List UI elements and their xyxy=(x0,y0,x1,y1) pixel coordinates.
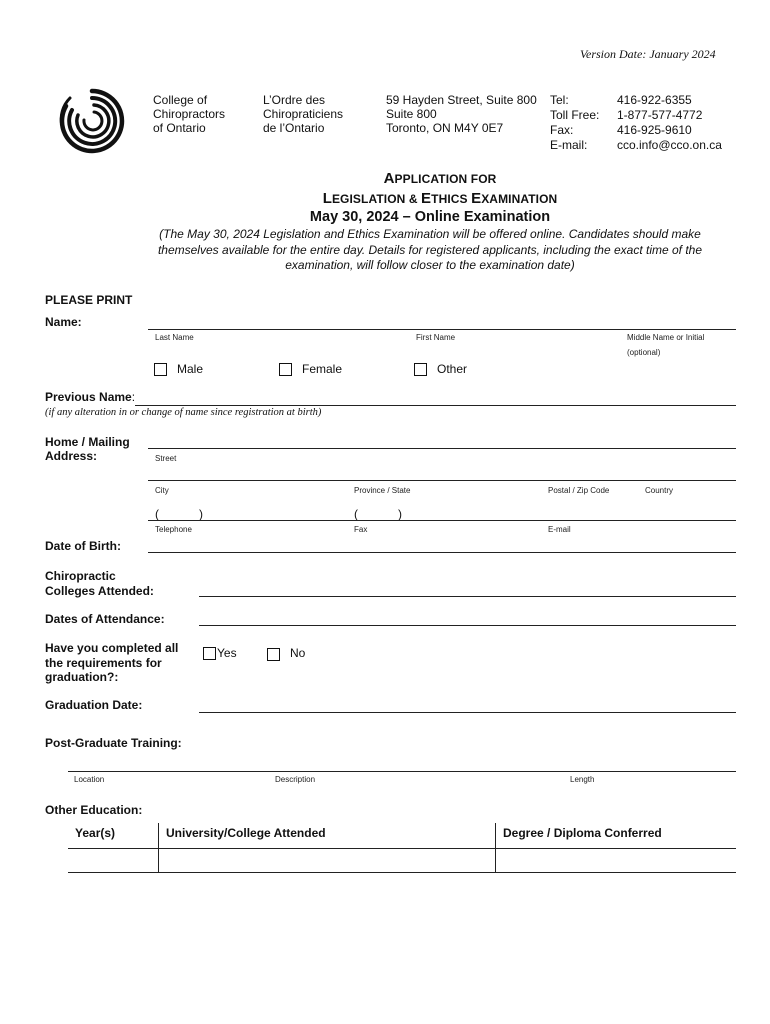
org-english-line: College of xyxy=(153,93,208,107)
requirements-line: the requirements for xyxy=(45,655,162,670)
address-line-1-field[interactable] xyxy=(148,448,736,449)
no-label: No xyxy=(290,646,306,660)
contact-tollfree: 1-877-577-4772 xyxy=(617,108,703,122)
contact-label: E-mail: xyxy=(550,138,588,152)
other-checkbox[interactable] xyxy=(414,363,427,376)
colleges-field[interactable] xyxy=(199,596,736,597)
tel-paren-close: ) xyxy=(199,507,203,521)
requirements-line: Have you completed all xyxy=(45,641,179,655)
tel-paren-open: ( xyxy=(155,507,159,521)
male-checkbox[interactable] xyxy=(154,363,167,376)
org-french-line: Chiropraticiens xyxy=(263,107,344,121)
table-row-line xyxy=(68,848,736,849)
contact-label: Fax: xyxy=(550,123,574,137)
graduation-field[interactable] xyxy=(199,712,736,713)
table-header-university: University/College Attended xyxy=(166,826,326,840)
name-field-line[interactable] xyxy=(148,329,736,330)
postal-caption: Postal / Zip Code xyxy=(548,486,610,495)
previous-name-note: (if any alteration in or change of name since registration at birth) xyxy=(45,407,322,418)
other-label: Other xyxy=(437,362,468,376)
org-english-line: Chiropractors xyxy=(153,107,226,121)
cco-logo xyxy=(56,86,128,156)
fax-paren-open: ( xyxy=(354,507,358,521)
female-checkbox[interactable] xyxy=(279,363,292,376)
middle-name-caption: Middle Name or Initial xyxy=(627,333,705,342)
title-rest: EGISLATION & xyxy=(331,192,422,206)
title-cap: E xyxy=(421,190,432,207)
graduation-label: Graduation Date: xyxy=(45,698,143,712)
dob-label: Date of Birth: xyxy=(45,539,121,553)
notice-line: themselves available for the entire day. Details for registered applicants, including the exact time of the xyxy=(157,242,703,257)
exam-notice xyxy=(90,227,770,274)
address-label-line: Address: xyxy=(45,449,98,463)
title-line-2 xyxy=(0,190,770,208)
org-address xyxy=(386,93,537,135)
address-label xyxy=(45,435,130,463)
requirements-line: graduation?: xyxy=(45,670,119,684)
please-print: PLEASE PRINT xyxy=(45,293,133,307)
name-label: Name: xyxy=(45,315,82,329)
description-caption: Description xyxy=(275,775,316,784)
last-name-caption: Last Name xyxy=(155,333,194,342)
postgrad-label: Post-Graduate Training: xyxy=(45,736,182,750)
dob-field[interactable] xyxy=(148,552,736,553)
street-field[interactable] xyxy=(148,480,736,481)
email-caption: E-mail xyxy=(548,525,571,534)
previous-name-field[interactable] xyxy=(135,405,736,406)
country-caption: Country xyxy=(645,486,674,495)
notice-line: (The May 30, 2024 Legislation and Ethics Examination will be offered online. Candidates should make xyxy=(159,227,701,241)
first-name-caption: First Name xyxy=(416,333,456,342)
fax-caption: Fax xyxy=(354,525,368,534)
colleges-label-line: Colleges Attended: xyxy=(45,583,154,598)
table-header-degree: Degree / Diploma Conferred xyxy=(503,826,662,840)
postgrad-field[interactable] xyxy=(68,771,736,772)
contact-email: cco.info@cco.on.ca xyxy=(617,138,722,152)
fax-paren-close: ) xyxy=(398,507,402,521)
version-date: Version Date: January 2024 xyxy=(580,47,716,61)
other-education-label: Other Education: xyxy=(45,803,143,817)
org-english xyxy=(153,93,225,135)
title-cap: E xyxy=(471,190,482,207)
org-french xyxy=(263,93,343,135)
contact-label: Toll Free: xyxy=(550,108,600,122)
contact-fax: 416-925-9610 xyxy=(617,123,692,137)
city-field[interactable] xyxy=(148,520,736,521)
address-line: 59 Hayden Street, Suite 800 xyxy=(386,93,537,107)
title-rest: XAMINATION xyxy=(481,192,558,206)
optional-caption: (optional) xyxy=(627,348,661,357)
title-cap: L xyxy=(322,190,332,207)
dates-label: Dates of Attendance: xyxy=(45,612,165,626)
length-caption: Length xyxy=(570,775,595,784)
table-row-line xyxy=(68,872,736,873)
title-rest: PPLICATION FOR xyxy=(394,172,497,186)
colleges-label xyxy=(45,569,154,598)
title-line-1 xyxy=(0,170,770,188)
previous-name-colon: : xyxy=(131,390,136,404)
previous-name-text: Previous Name xyxy=(45,390,132,404)
exam-date-title: May 30, 2024 – Online Examination xyxy=(309,209,551,225)
street-caption: Street xyxy=(155,454,177,463)
yes-checkbox[interactable] xyxy=(203,647,216,660)
yes-label: Yes xyxy=(217,646,237,660)
male-label: Male xyxy=(177,362,204,376)
contact-tel: 416-922-6355 xyxy=(617,93,692,107)
no-checkbox[interactable] xyxy=(267,648,280,661)
org-english-line: of Ontario xyxy=(153,121,206,135)
notice-line: examination, will follow closer to the examination date) xyxy=(285,258,575,272)
contact-label: Tel: xyxy=(550,93,569,107)
contact-values xyxy=(617,93,722,153)
org-french-line: L’Ordre des xyxy=(263,93,326,107)
requirements-label xyxy=(45,641,178,685)
city-caption: City xyxy=(155,486,169,495)
telephone-caption: Telephone xyxy=(155,525,192,534)
title-rest: THICS xyxy=(431,192,472,206)
table-header-years: Year(s) xyxy=(75,826,116,840)
colleges-label-line: Chiropractic xyxy=(45,569,116,583)
address-line: Suite 800 xyxy=(386,107,437,121)
location-caption: Location xyxy=(74,775,105,784)
address-line: Toronto, ON M4Y 0E7 xyxy=(386,121,504,135)
previous-name-label xyxy=(45,390,135,404)
female-label: Female xyxy=(302,362,343,376)
org-french-line: de l’Ontario xyxy=(263,121,325,135)
dates-field[interactable] xyxy=(199,625,736,626)
address-label-line: Home / Mailing xyxy=(45,435,130,449)
title-cap: A xyxy=(383,170,395,187)
province-caption: Province / State xyxy=(354,486,411,495)
contact-labels xyxy=(550,93,599,153)
